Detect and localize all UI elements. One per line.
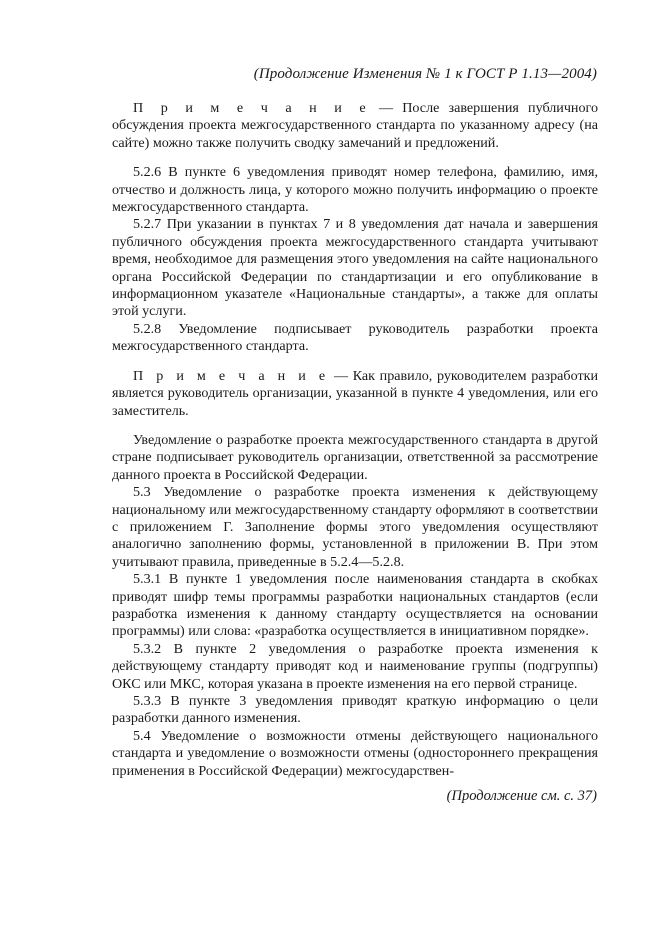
paragraph-5-4: 5.4 Уведомление о возможности отмены действующего национального стандарта и уведомление о возможности отмены (одностороннего прекращения применения в Российской Федерации) межгосударствен- — [112, 727, 598, 779]
paragraph-5-2-8: 5.2.8 Уведомление подписывает руководитель разработки проекта межгосударственного стандарта. — [112, 320, 598, 355]
note-text: — После завершения публичного обсуждения проекта межгосударственного стандарта по указанному адресу (на сайте) можно также получить сводку замечаний и предложений. — [112, 100, 598, 151]
paragraph-5-3-1: 5.3.1 В пункте 1 уведомления после наименования стандарта в скобках приводят шифр темы программы разработки национальных стандартов (если разработка изменения к данному стандарту осуществляется на основании программы) или слова: «разработка осуществляется в инициативном порядке». — [112, 571, 598, 640]
document-body — [112, 100, 598, 780]
note-text: — Как правило, руководителем разработки является руководитель организации, указанной в пункте 4 уведомления, или его заместитель. — [112, 367, 599, 419]
continuation-footer: (Продолжение см. с. 37) — [446, 788, 597, 804]
note-paragraph — [112, 368, 598, 420]
paragraph-5-3-2: 5.3.2 В пункте 2 уведомления о разработке проекта изменения к действующему стандарту приводят код и наименование группы (подгруппы) ОКС или МКС, которая указана в проекте изменения на его первой странице. — [112, 640, 598, 692]
note-label: П р и м е ч а н и е — [133, 100, 370, 116]
paragraph-other-country: Уведомление о разработке проекта межгосударственного стандарта в другой стране подписывает руководитель организации, ответственной за рассмотрение данного проекта в Российской Федерации. — [112, 431, 598, 483]
paragraph-5-3: 5.3 Уведомление о разработке проекта изменения к действующему национальному или межгосударственному стандарту оформляют в соответствии с приложением Г. Заполнение формы этого уведомления осуществляют аналогично заполнению формы, установленной в приложении В. При этом учитывают правила, приведенные в 5.2.4—5.2.8. — [112, 484, 598, 570]
note-paragraph — [112, 100, 598, 152]
paragraph-5-2-6: 5.2.6 В пункте 6 уведомления приводят номер телефона, фамилию, имя, отчество и должность лица, у которого можно получить информацию о проекте межгосударственного стандарта. — [112, 164, 598, 216]
paragraph-5-2-7: 5.2.7 При указании в пунктах 7 и 8 уведомления дат начала и завершения публичного обсуждения проекта межгосударственного стандарта учитывают время, необходимое для размещения этого уведомления на сайте национального органа Российской Федерации по стандартизации и его опубликование в информационном указателе «Национальные стандарты», а также для оплаты этой услуги. — [112, 216, 598, 320]
paragraph-5-3-3: 5.3.3 В пункте 3 уведомления приводят краткую информацию о цели разработки данного изменения. — [112, 693, 598, 727]
note-label: П р и м е ч а н и е — [133, 367, 330, 384]
continuation-header: (Продолжение Изменения № 1 к ГОСТ Р 1.13—2004) — [253, 66, 597, 82]
